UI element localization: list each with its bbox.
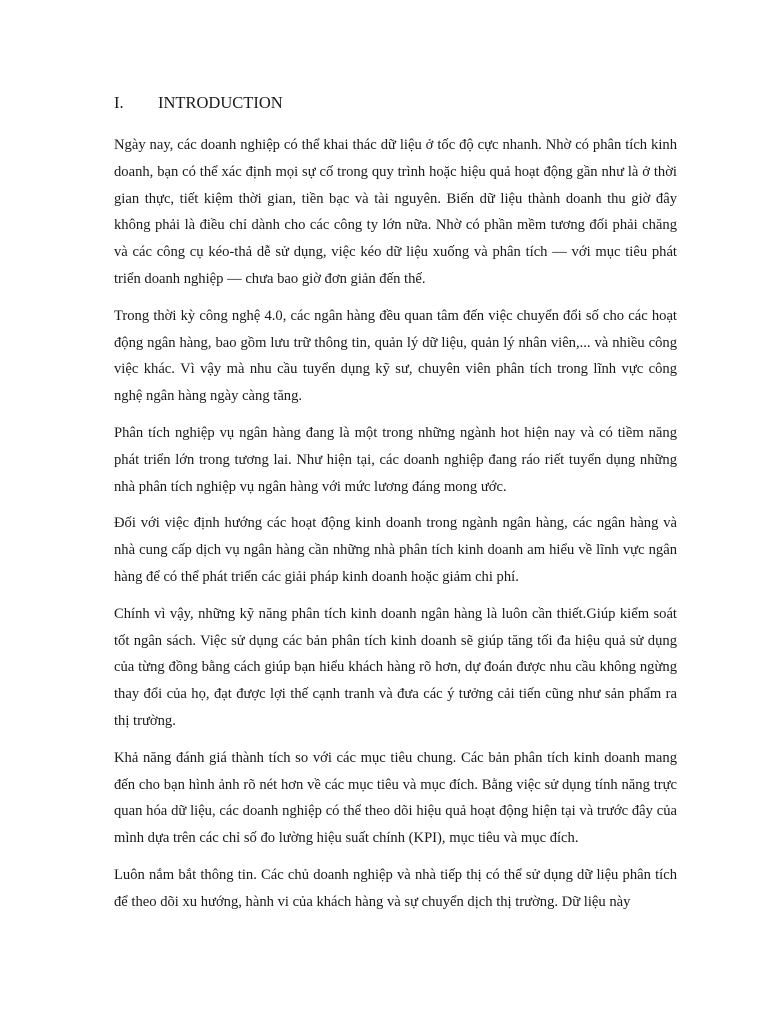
paragraph: Luôn nắm bắt thông tin. Các chủ doanh nghiệp và nhà tiếp thị có thể sử dụng dữ liệu phân tích để theo dõi xu hướng, hành vi của khách hàng và sự chuyển dịch thị trường. Dữ liệu này [114, 866, 677, 910]
paragraph: Phân tích nghiệp vụ ngân hàng đang là một trong những ngành hot hiện nay và có tiềm năng phát triển lớn trong tương lai. Như hiện tại, các doanh nghiệp đang ráo riết tuyển dụng những nhà phân tích nghiệp vụ ngân hàng với mức lương đáng mong ước. [114, 424, 677, 495]
document-page [114, 88, 677, 926]
paragraph: Khả năng đánh giá thành tích so với các mục tiêu chung. Các bản phân tích kinh doanh mang đến cho bạn hình ảnh rõ nét hơn về các mục tiêu và mục đích. Bằng việc sử dụng tính năng trực quan hóa dữ liệu, các doanh nghiệp có thể theo dõi hiệu quả hoạt động hiện tại và trước đây của mình dựa trên các chỉ số đo lường hiệu suất chính (KPI), mục tiêu và mục đích. [114, 749, 677, 847]
paragraph: Đối với việc định hướng các hoạt động kinh doanh trong ngành ngân hàng, các ngân hàng và nhà cung cấp dịch vụ ngân hàng cần những nhà phân tích kinh doanh am hiểu về lĩnh vực ngân hàng để có thể phát triển các giải pháp kinh doanh hoặc giảm chi phí. [114, 515, 677, 585]
paragraph: Chính vì vậy, những kỹ năng phân tích kinh doanh ngân hàng là luôn cần thiết.Giúp kiểm soát tốt ngân sách. Việc sử dụng các bản phân tích kinh doanh sẽ giúp tăng tối đa hiệu quả sử dụng của từng đồng bằng cách giúp bạn hiểu khách hàng rõ hơn, dự đoán được nhu cầu không ngừng thay đổi của họ, đạt được lợi thế cạnh tranh và đưa các ý tưởng cải tiến cũng như sản phẩm ra thị trường. [114, 605, 677, 729]
section-title: INTRODUCTION [158, 93, 283, 112]
paragraph: Ngày nay, các doanh nghiệp có thể khai thác dữ liệu ở tốc độ cực nhanh. Nhờ có phân tích kinh doanh, bạn có thể xác định mọi sự cố trong quy trình hoặc hiệu quả hoạt động gần như là ở thời gian thực, tiết kiệm thời gian, tiền bạc và tài nguyên. Biến dữ liệu thành doanh thu giờ đây không phải là điều chỉ dành cho các công ty lớn nữa. Nhờ có phần mềm tương đối phải chăng và các công cụ kéo-thả dễ sử dụng, việc kéo dữ liệu xuống và phân tích — với mục tiêu phát triển doanh nghiệp — chưa bao giờ đơn giản đến thế. [114, 137, 677, 287]
section-heading [114, 88, 677, 118]
section-number: I. [114, 93, 124, 112]
paragraph: Trong thời kỳ công nghệ 4.0, các ngân hàng đều quan tâm đến việc chuyển đổi số cho các hoạt động ngân hàng, bao gồm lưu trữ thông tin, quản lý dữ liệu, quản lý nhân viên,... và nhiều công việc khác. Vì vậy mà nhu cầu tuyển dụng kỹ sư, chuyên viên phân tích trong lĩnh vực công nghệ ngân hàng ngày càng tăng. [114, 307, 677, 405]
